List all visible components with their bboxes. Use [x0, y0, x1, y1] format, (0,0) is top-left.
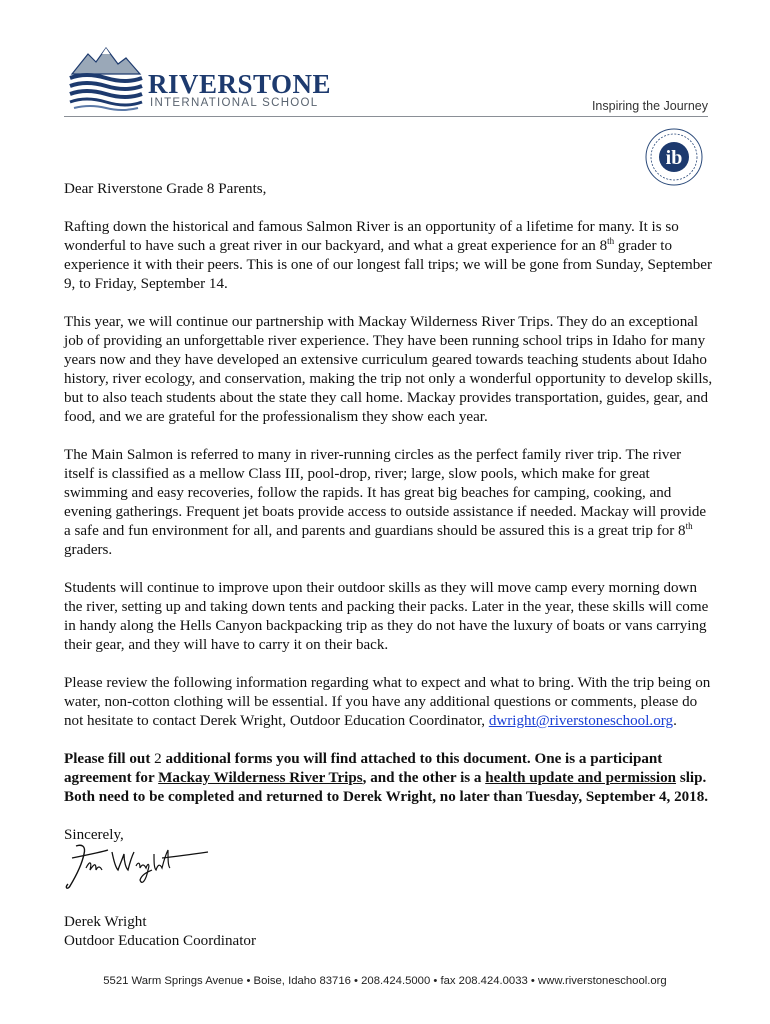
signer-title: Outdoor Education Coordinator [64, 933, 256, 949]
salutation: Dear Riverstone Grade 8 Parents, [64, 181, 267, 197]
school-subtitle: INTERNATIONAL SCHOOL [150, 97, 319, 109]
forms-text-d: slip. Both need to be completed and returned to Derek Wright, no later than Tuesday, September 4, 2018. [64, 770, 709, 805]
ib-world-school-seal-icon [644, 127, 704, 187]
paragraph-5 [64, 674, 714, 731]
ordinal-suffix: th [685, 521, 693, 531]
school-name: RIVERSTONE [148, 69, 332, 99]
signature-block [64, 913, 256, 951]
footer-address: 5521 Warm Springs Avenue • Boise, Idaho 83716 • 208.424.5000 • fax 208.424.0033 • www.riverstoneschool.org [103, 975, 667, 987]
paragraph-3-text-a: The Main Salmon is referred to many in river-running circles as the perfect family river trip. The river itself is classified as a mellow Class III, pool-drop, river; large, slow pools, which make for great swimming and easy recoveries, follow the rapids. It has great big beaches for camping, cooking, and evening gatherings. Frequent jet boats provide access to outside assistance if needed. Mackay will provide a safe and fun environment for all, and parents and guardians should be assured this is a great trip for 8 [64, 447, 707, 539]
header-divider [64, 116, 708, 117]
handwritten-signature [62, 840, 212, 892]
paragraph-5-text-a: Please review the following information regarding what to expect and what to bring. With the trip being on water, non-cotton clothing will be essential. If you have any additional questions or comments, please do not hesitate to contact Derek Wright, Outdoor Education Coordinator, [64, 675, 711, 729]
tagline: Inspiring the Journey [591, 99, 708, 113]
contact-email-link[interactable]: dwright@riverstoneschool.org [488, 713, 674, 729]
ib-seal-text: ib [665, 147, 683, 169]
forms-text-c: , and the other is a [362, 770, 486, 786]
forms-count: 2 [154, 751, 162, 767]
letter-body [64, 180, 714, 864]
paragraph-2: This year, we will continue our partnership with Mackay Wilderness River Trips. They do an exceptional job of providing an unforgettable river experience. They have been running school trips in Idaho for many years now and they have developed an extensive curriculum geared towards teaching students about Idaho history, river ecology, and conservation, making the trip not only a wonderful opportunity to develop skills, but to also teach students about the state they call home. Mackay provides transportation, guides, gear, and food, and we are grateful for the professionalism they show each year. [64, 314, 713, 425]
ordinal-suffix: th [607, 236, 615, 246]
mackay-form-reference: Mackay Wilderness River Trips [158, 770, 363, 786]
paragraph-3-text-b: graders. [64, 542, 113, 558]
paragraph-3 [64, 446, 714, 560]
paragraph-1 [64, 218, 714, 294]
health-form-reference: health update and permission [485, 770, 677, 786]
paragraph-1-text-a: Rafting down the historical and famous Salmon River is an opportunity of a lifetime for many. It is so wonderful to have such a great river in our backyard, and what a great experience for an 8 [64, 219, 679, 254]
forms-instructions [64, 750, 714, 807]
paragraph-4: Students will continue to improve upon their outdoor skills as they will move camp every morning down the river, setting up and taking down tents and packing their packs. Later in the year, these skills will come in handy along the Hells Canyon backpacking trip as they do not have the luxury of boats or vans carrying their gear, and they will have to carry it on their back. [64, 580, 709, 653]
school-logo [66, 44, 332, 118]
mountain-river-logo-icon [66, 44, 146, 116]
signer-name: Derek Wright [64, 914, 147, 930]
paragraph-1-text-b: grader to experience it with their peers. This is one of our longest fall trips; we will be gone from Sunday, September 9, to Friday, September 14. [64, 238, 713, 292]
closing: Sincerely, [64, 827, 124, 843]
paragraph-5-text-b: . [673, 713, 677, 729]
forms-text-a: Please fill out [64, 751, 155, 767]
forms-text-b: additional forms you will find attached to this document. One is a participant agreement for [64, 751, 663, 786]
